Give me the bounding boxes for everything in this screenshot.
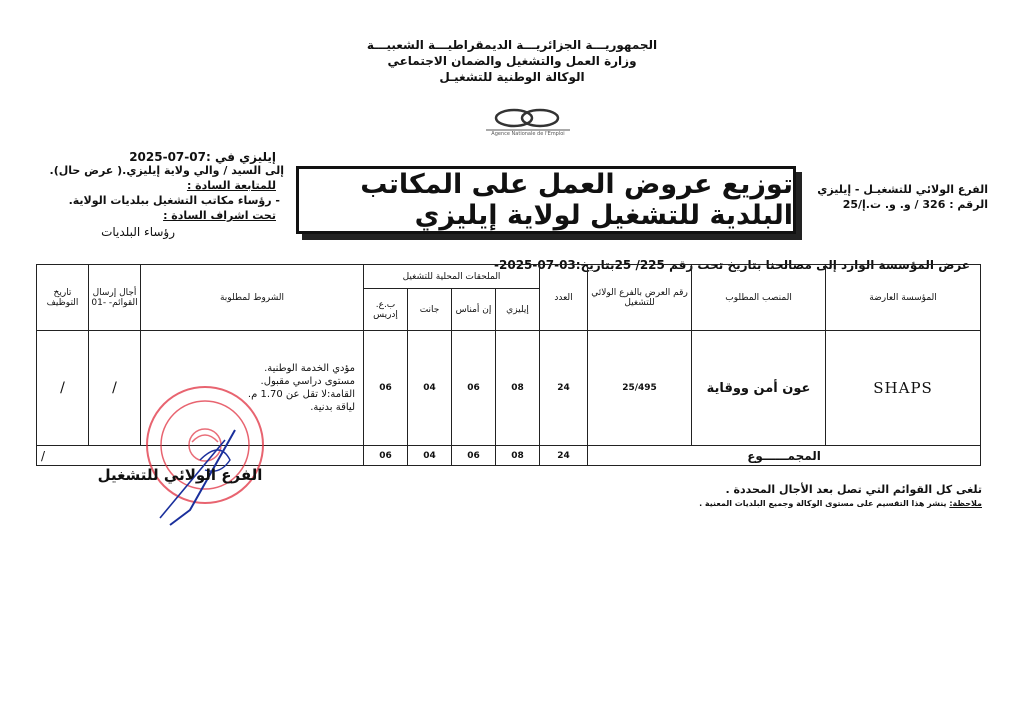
recipient-mayors: رؤساء البلديات xyxy=(101,225,175,239)
header-deadline: أجال إرسال القوائم- -01 xyxy=(89,265,141,331)
document-title: توزيع عروض العمل على المكاتب البلدية للتشغيل لولاية إيليزي xyxy=(296,166,796,234)
header-offer-no: رقم العرض بالفرع الولائي للتشغيل xyxy=(588,265,692,331)
cell-djanet: 04 xyxy=(408,331,452,446)
cell-illizi: 08 xyxy=(496,331,540,446)
cell-deadline: / xyxy=(89,331,141,446)
cell-offer-no: 25/495 xyxy=(588,331,692,446)
footer-note-2 xyxy=(640,499,982,508)
cell-bordj: 06 xyxy=(364,331,408,446)
intro-line: عرض المؤسسة الوارد إلى مصالحنا بتاريخ تحت رقم 225/ 25بتاريخ:03-07-2025- xyxy=(494,258,970,272)
header-count: العدد xyxy=(540,265,588,331)
condition-item: مؤدي الخدمة الوطنية. xyxy=(264,363,355,375)
header-amenas: إن أمناس xyxy=(452,289,496,331)
total-amenas: 06 xyxy=(452,446,496,466)
footer-note-1: تلغى كل القوائم التي تصل بعد الأجال المحددة . xyxy=(725,483,982,496)
footer-note-label: ملاحظة: xyxy=(949,499,982,508)
condition-item: لياقة بدنية. xyxy=(310,402,355,414)
total-bordj: 06 xyxy=(364,446,408,466)
branch-ref: الرقم : 326 / و. و. ت.إ/25 xyxy=(842,198,988,211)
condition-item: القامة:لا تقل عن 1.70 م. xyxy=(247,389,355,401)
header-position: المنصب المطلوب xyxy=(692,265,826,331)
recipient-offices: - رؤساء مكاتب التشغيل ببلديات الولاية. xyxy=(68,194,280,207)
logo-caption: Agence Nationale de l'Emploi xyxy=(491,131,565,137)
header-line-1: الجمهوريـــة الجزائريـــة الديمقراطيـــة الشعبيـــة xyxy=(366,38,658,52)
cell-count: 24 xyxy=(540,331,588,446)
cell-company: SHAPS xyxy=(826,331,981,446)
total-end: / xyxy=(37,446,364,466)
total-label: المجمــــــوع xyxy=(588,446,981,466)
cell-hire-date: / xyxy=(37,331,89,446)
header-hire-date: تاريخ التوظيف xyxy=(37,265,89,331)
supervision-label: تحت اشراف السادة : xyxy=(163,209,276,222)
header-annexes: الملحقات المحلية للتشغيل xyxy=(364,265,540,289)
header-line-2: وزارة العمل والتشغيل والضمان الاجتماعي xyxy=(387,54,637,68)
anem-logo xyxy=(480,104,576,140)
handwritten-signature xyxy=(130,400,270,530)
header-djanet: جانت xyxy=(408,289,452,331)
total-djanet: 04 xyxy=(408,446,452,466)
cell-amenas: 06 xyxy=(452,331,496,446)
header-conditions: الشروط لمطلوبة xyxy=(141,265,364,331)
header-illizi: إيليزي xyxy=(496,289,540,331)
header-line-3: الوكالة الوطنية للتشغيـل xyxy=(439,70,585,84)
recipient-to: إلى السيد / والي ولاية إيليزي.( عرض حال). xyxy=(49,164,284,177)
branch-name: الفرع الولائي للتشغيـل - إيليزي xyxy=(817,183,988,196)
signature-caption: الفرع الولائي للتشغيل xyxy=(97,466,263,484)
place-date: إيليزي في :07-07-2025 xyxy=(129,150,276,164)
total-illizi: 08 xyxy=(496,446,540,466)
follow-label: للمتابعة السادة : xyxy=(186,179,276,192)
table-header-row xyxy=(37,265,981,289)
footer-note-text: ينشر هذا التقسيم على مستوى الوكالة وجميع البلديات المعنية . xyxy=(699,499,947,508)
signature-icon xyxy=(130,400,270,530)
header-bordj: ب.ع. إدريس xyxy=(364,289,408,331)
header-company: المؤسسة العارضة xyxy=(826,265,981,331)
total-count: 24 xyxy=(540,446,588,466)
condition-item: مستوى دراسي مقبول. xyxy=(260,376,355,388)
cell-position: عون أمن ووقاية xyxy=(692,331,826,446)
